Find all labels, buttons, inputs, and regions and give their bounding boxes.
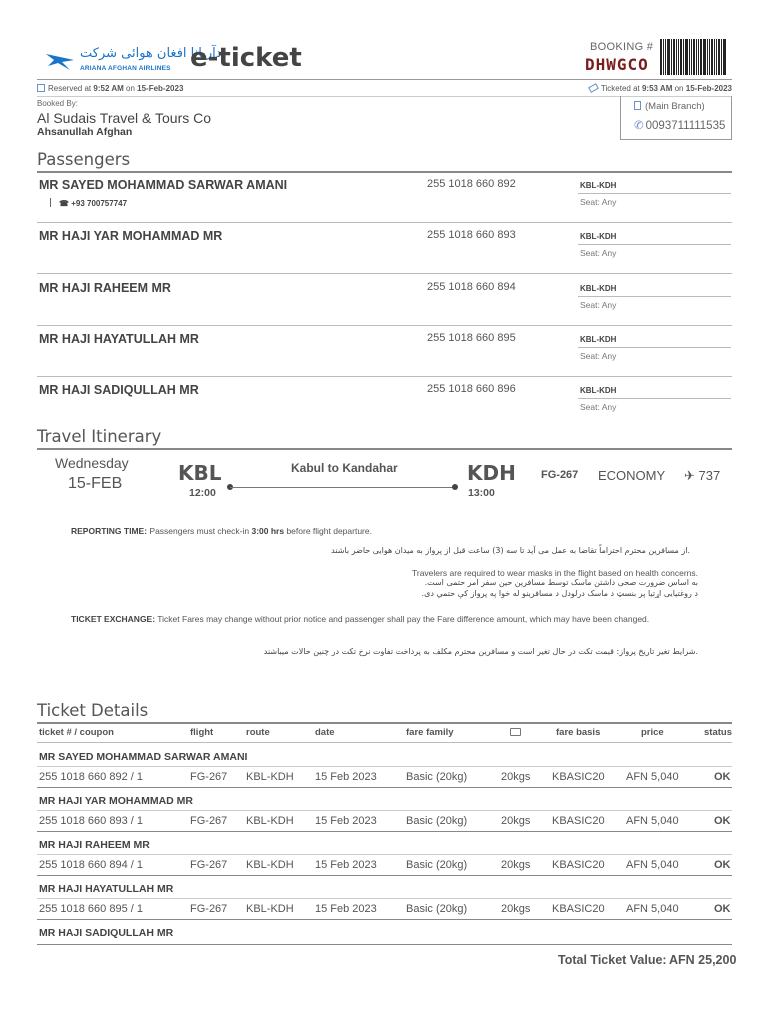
- ticket-fare-basis: KBASIC20: [552, 815, 605, 827]
- ticket-fare-family: Basic (20kg): [406, 771, 468, 783]
- ticket-status: OK: [714, 815, 731, 827]
- ticket-passenger-name: MR HAJI YAR MOHAMMAD MR: [39, 795, 194, 807]
- col-route: route: [246, 727, 270, 738]
- airline-logo-icon: [44, 50, 76, 72]
- ticket-group-divider: [37, 831, 732, 832]
- ticket-flight: FG-267: [190, 903, 228, 915]
- table-header-divider: [37, 742, 732, 743]
- ticket-flight: FG-267: [190, 859, 228, 871]
- ticket-fare-basis: KBASIC20: [552, 859, 605, 871]
- ticket-group-divider: [37, 787, 732, 788]
- destination-airport: KDH: [467, 461, 516, 485]
- header-divider: [37, 79, 732, 80]
- passenger-route: KBL-KDH: [580, 335, 617, 344]
- building-icon: [634, 101, 641, 110]
- mask-note: Travelers are required to wear masks in the flight based on health concerns.: [412, 568, 698, 578]
- agent-name: Ahsanullah Afghan: [37, 126, 133, 138]
- ticket-exchange-dari: .شرایط تغیر تاریخ پرواز: قیمت تکت در حال تغیر است و مسافرین محترم مکلف به پرداخت تفاوت نرخ تکت در چنین حالات میباشند: [263, 647, 698, 656]
- flight-number: FG-267: [541, 469, 579, 481]
- col-status: status: [704, 727, 732, 738]
- branch-name: (Main Branch): [634, 101, 705, 112]
- ticket-status: OK: [714, 903, 731, 915]
- booked-by-label: Booked By:: [37, 99, 78, 108]
- mask-note-dari: به اساس ضرورت صحی داشتن ماسک توسط مسافرین حین سفر امر حتمی است.: [424, 578, 698, 587]
- passenger-route: KBL-KDH: [580, 232, 617, 241]
- ticket-route: KBL-KDH: [246, 859, 294, 871]
- flight-date: 15-FEB: [68, 475, 123, 492]
- total-value: AFN 25,200: [669, 953, 737, 967]
- col-price: price: [641, 727, 664, 738]
- origin-airport: KBL: [178, 461, 222, 485]
- passenger-route-divider: [578, 193, 731, 194]
- booking-code: DHWGCO: [585, 55, 649, 74]
- ticket-route: KBL-KDH: [246, 903, 294, 915]
- passenger-name: MR HAJI HAYATULLAH MR: [39, 332, 199, 346]
- route-name: Kabul to Kandahar: [291, 461, 398, 475]
- booking-label: BOOKING #: [590, 41, 654, 53]
- ticket-fare-family: Basic (20kg): [406, 859, 468, 871]
- ticket-date: 15 Feb 2023: [315, 859, 377, 871]
- ticket-flight: FG-267: [190, 815, 228, 827]
- ticket-status: OK: [714, 771, 731, 783]
- passengers-divider: [37, 171, 732, 173]
- passenger-route: KBL-KDH: [580, 386, 617, 395]
- col-fare-basis: fare basis: [556, 727, 601, 738]
- ticket-baggage: 20kgs: [501, 903, 531, 915]
- ticket-row-divider: [37, 766, 732, 767]
- passenger-ticket-number: 255 1018 660 893: [427, 229, 516, 241]
- passenger-ticket-number: 255 1018 660 894: [427, 281, 516, 293]
- destination-dot: [452, 484, 458, 490]
- ticket-baggage: 20kgs: [501, 815, 531, 827]
- passenger-divider: [37, 273, 732, 274]
- passenger-route-divider: [578, 296, 731, 297]
- ticket-date: 15 Feb 2023: [315, 903, 377, 915]
- cabin-class: ECONOMY: [598, 468, 666, 483]
- passenger-route: KBL-KDH: [580, 284, 617, 293]
- passenger-seat: Seat: Any: [580, 300, 617, 310]
- ticket-flight: FG-267: [190, 771, 228, 783]
- total-label: Total Ticket Value:: [558, 953, 667, 967]
- col-date: date: [315, 727, 335, 738]
- passenger-ticket-number: 255 1018 660 892: [427, 178, 516, 190]
- passenger-route-divider: [578, 347, 731, 348]
- passenger-seat: Seat: Any: [580, 248, 617, 258]
- ticket-passenger-name: MR HAJI RAHEEM MR: [39, 839, 150, 851]
- ticket-fare-basis: KBASIC20: [552, 903, 605, 915]
- ticket-baggage: 20kgs: [501, 859, 531, 871]
- ticket-fare-family: Basic (20kg): [406, 903, 468, 915]
- barcode-icon: [660, 39, 730, 75]
- ticket-price: AFN 5,040: [626, 771, 679, 783]
- mask-note-pashto: د روغتیایی اړتیا پر بنسټ د ماسک درلودل د مسافرینو له خوا په پرواز کې حتمي دی.: [421, 589, 698, 598]
- document-title: e-ticket: [190, 43, 302, 73]
- ticket-row-divider: [37, 898, 732, 899]
- passenger-divider: [37, 376, 732, 377]
- ticket-group-divider: [37, 875, 732, 876]
- passenger-route: KBL-KDH: [580, 181, 617, 190]
- ticket-price: AFN 5,040: [626, 859, 679, 871]
- itinerary-divider: [37, 448, 732, 450]
- agency-name: Al Sudais Travel & Tours Co: [37, 110, 212, 126]
- ticket-exchange-note: TICKET EXCHANGE: Ticket Fares may change without prior notice and passenger shall pay the Fare difference amount, which may have been changed.: [71, 614, 650, 624]
- passenger-seat: Seat: Any: [580, 197, 617, 207]
- ticket-row-divider: [37, 944, 732, 945]
- passenger-route-divider: [578, 398, 731, 399]
- airline-logo: [44, 46, 222, 76]
- ticket-row-divider: [37, 810, 732, 811]
- logo-arabic-text: دآریانا افغان هوائی شرکت: [80, 46, 222, 61]
- passenger-name: MR HAJI YAR MOHAMMAD MR: [39, 229, 223, 243]
- branch-phone: ✆ 0093711111535: [634, 120, 726, 132]
- aircraft-type: ✈ 737: [684, 468, 721, 483]
- passenger-divider: [37, 222, 732, 223]
- passenger-route-divider: [578, 244, 731, 245]
- ticket-coupon: 255 1018 660 893 / 1: [39, 815, 143, 827]
- ticket-group-divider: [37, 919, 732, 920]
- ticketed-info: Ticketed at 9:53 AM on 15-Feb-2023: [589, 84, 732, 93]
- passenger-name: MR HAJI RAHEEM MR: [39, 281, 171, 295]
- col-ticket: ticket # / coupon: [39, 727, 114, 738]
- ticket-passenger-name: MR HAJI HAYATULLAH MR: [39, 883, 174, 895]
- ticket-details-section-title: Ticket Details: [37, 701, 149, 720]
- passenger-seat: Seat: Any: [580, 402, 617, 412]
- arrival-time: 13:00: [468, 487, 495, 499]
- ticket-date: 15 Feb 2023: [315, 771, 377, 783]
- passenger-name: MR HAJI SADIQULLAH MR: [39, 383, 199, 397]
- baggage-icon: [510, 728, 521, 736]
- ticket-date: 15 Feb 2023: [315, 815, 377, 827]
- ticket-route: KBL-KDH: [246, 815, 294, 827]
- passenger-seat: Seat: Any: [580, 351, 617, 361]
- ticket-passenger-name: MR HAJI SADIQULLAH MR: [39, 927, 174, 939]
- ticket-tag-icon: [588, 83, 599, 93]
- passenger-ticket-number: 255 1018 660 896: [427, 383, 516, 395]
- airplane-icon: ✈: [684, 468, 695, 483]
- passengers-section-title: Passengers: [37, 150, 131, 169]
- reporting-time-note: REPORTING TIME: Passengers must check-in 3:00 hrs before flight departure.: [71, 526, 372, 536]
- ticket-coupon: 255 1018 660 895 / 1: [39, 903, 143, 915]
- logo-english-text: ARIANA AFGHAN AIRLINES: [80, 65, 171, 72]
- departure-time: 12:00: [189, 487, 216, 499]
- phone-icon: ☎: [59, 199, 69, 208]
- reserved-info: Reserved at 9:52 AM on 15-Feb-2023: [37, 84, 183, 93]
- ticket-price: AFN 5,040: [626, 903, 679, 915]
- ticket-details-divider: [37, 722, 732, 724]
- col-fare-family: fare family: [406, 727, 454, 738]
- ticket-status: OK: [714, 859, 731, 871]
- reserved-icon: [37, 84, 45, 92]
- phone-icon: ✆: [634, 120, 644, 132]
- passenger-phone: ☎ +93 700757747: [50, 198, 127, 208]
- flight-day: Wednesday: [55, 455, 129, 471]
- route-line: [230, 487, 455, 488]
- ticket-baggage: 20kgs: [501, 771, 531, 783]
- reporting-time-dari: .از مسافرین محترم احتراماً تقاضا به عمل می آید تا سه (3) ساعت قبل از پرواز به میدان هوایی حاضر باشند: [331, 546, 690, 555]
- ticket-coupon: 255 1018 660 892 / 1: [39, 771, 143, 783]
- col-flight: flight: [190, 727, 214, 738]
- passenger-name: MR SAYED MOHAMMAD SARWAR AMANI: [39, 178, 288, 192]
- ticket-passenger-name: MR SAYED MOHAMMAD SARWAR AMANI: [39, 751, 248, 763]
- itinerary-section-title: Travel Itinerary: [37, 427, 162, 446]
- ticket-route: KBL-KDH: [246, 771, 294, 783]
- ticket-price: AFN 5,040: [626, 815, 679, 827]
- passenger-ticket-number: 255 1018 660 895: [427, 332, 516, 344]
- ticket-row-divider: [37, 854, 732, 855]
- ticket-fare-family: Basic (20kg): [406, 815, 468, 827]
- ticket-fare-basis: KBASIC20: [552, 771, 605, 783]
- ticket-coupon: 255 1018 660 894 / 1: [39, 859, 143, 871]
- passenger-divider: [37, 325, 732, 326]
